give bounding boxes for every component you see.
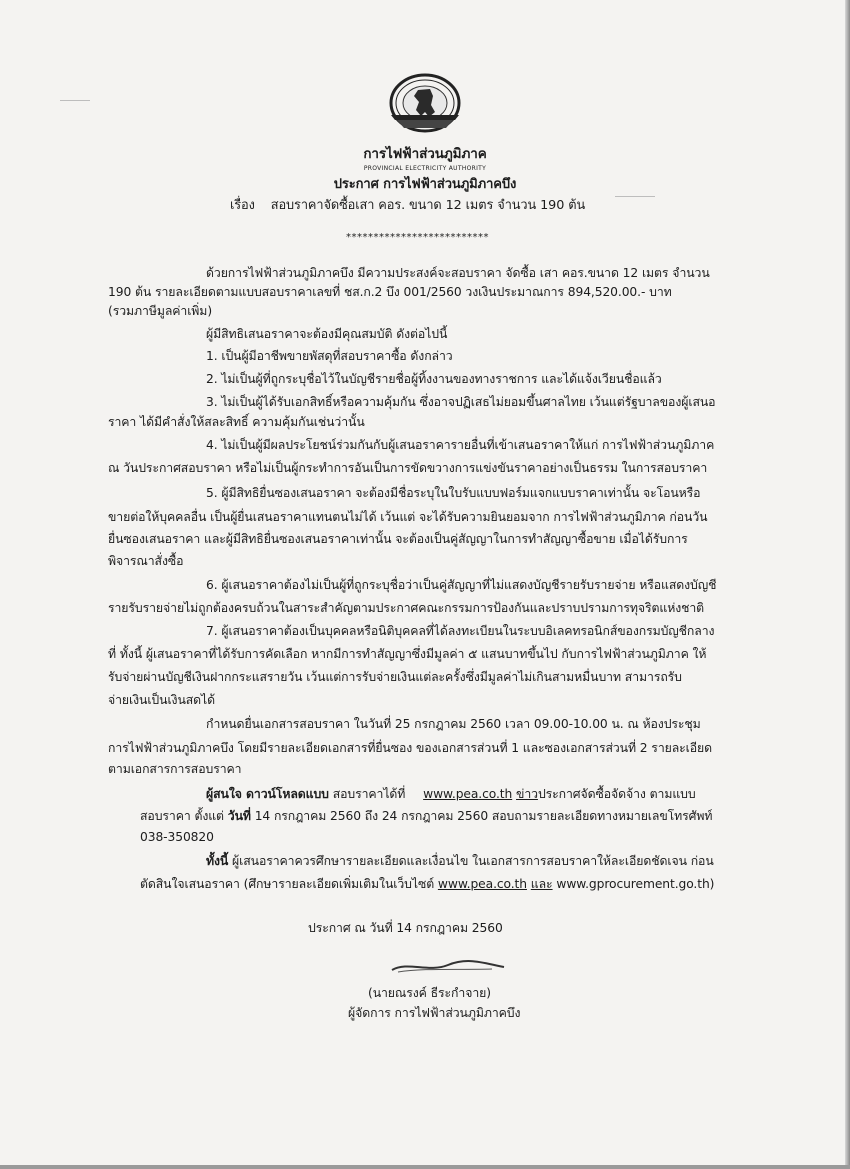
scan-mark xyxy=(60,100,90,101)
qualification-item: 3. ไม่เป็นผู้ได้รับเอกสิทธิ์หรือความคุ้มกัน ซึ่งอาจปฏิเสธไม่ยอมขึ้นศาลไทย เว้นแต่รัฐบาลของผู้เสนอ xyxy=(206,395,716,409)
notice-line xyxy=(206,853,714,869)
notice-line xyxy=(140,876,714,892)
qualification-item: 7. ผู้เสนอราคาต้องเป็นบุคคลหรือนิติบุคคลที่ได้ลงทะเบียนในระบบอิเลคทรอนิกส์ของกรมบัญชีกลาง xyxy=(206,624,715,638)
qualification-item: ขายต่อให้บุคคลอื่น เป็นผู้ยื่นเสนอราคาแทนตนไม่ได้ เว้นแต่ จะได้รับความยินยอมจาก การไฟฟ้าส่วนภูมิภาค ก่อนวัน xyxy=(108,510,708,524)
scan-mark xyxy=(615,196,655,197)
qualification-item: พิจารณาสั่งซื้อ xyxy=(108,554,184,568)
announcement-date: ประกาศ ณ วันที่ 14 กรกฎาคม 2560 xyxy=(308,921,503,935)
qualification-item: จ่ายเงินเป็นเงินสดได้ xyxy=(108,693,216,707)
qualification-item: 2. ไม่เป็นผู้ที่ถูกระบุชื่อไว้ในบัญชีรายชื่อผู้ทิ้งงานของทางราชการ และได้แจ้งเวียนชื่อแล้ว xyxy=(206,372,662,386)
qualification-item: 5. ผู้มีสิทธิยื่นซองเสนอราคา จะต้องมีชื่อระบุในใบรับแบบฟอร์มแจกแบบราคาเท่านั้น จะโอนหรือ xyxy=(206,486,701,500)
download-text: สอบราคาได้ที่ xyxy=(328,787,406,801)
qualification-item: รับจ่ายผ่านบัญชีเงินฝากกระแสรายวัน เว้นแต่การรับจ่ายเงินแต่ละครั้งซึ่งมีมูลค่าไม่เกินสามหมื่นบาท สามารถรับ xyxy=(108,670,682,684)
qualification-item: ที่ ทั้งนี้ ผู้เสนอราคาที่ได้รับการคัดเลือก หากมีการทำสัญญาซึ่งมีมูลค่า ๕ แสนบาทขึ้นไป กับการไฟฟ้าส่วนภูมิภาค ให้ xyxy=(108,647,707,661)
qualification-item: ยื่นซองเสนอราคา และผู้มีสิทธิยื่นซองเสนอราคาเท่านั้น จะต้องเป็นคู่สัญญาในการทำสัญญาซื้อขาย เมื่อได้รับการ xyxy=(108,532,688,546)
download-lead: ผู้สนใจ ดาวน์โหลดแบบ xyxy=(206,787,329,801)
scan-edge-right xyxy=(845,0,850,1169)
subject-line xyxy=(230,198,585,214)
signature-mark xyxy=(388,955,508,979)
contact-phone: 038-350820 xyxy=(140,830,214,844)
pea-website-link[interactable]: www.pea.co.th xyxy=(423,787,513,801)
download-date-label: วันที่ xyxy=(227,809,251,823)
submission-line: ตามเอกสารการสอบราคา xyxy=(108,762,242,776)
news-link[interactable]: ข่าว xyxy=(516,787,538,801)
signatory-position: ผู้จัดการ การไฟฟ้าส่วนภูมิภาคบึง xyxy=(348,1006,521,1020)
notice-text: ตัดสินใจเสนอราคา (ศึกษารายละเอียดเพิ่มเติมในเว็บไซต์ xyxy=(140,877,438,891)
organization-name-en: PROVINCIAL ELECTRICITY AUTHORITY xyxy=(363,165,487,172)
organization-name-th: การไฟฟ้าส่วนภูมิภาค xyxy=(363,146,487,162)
scan-edge-bottom xyxy=(0,1165,850,1169)
qualifications-heading: ผู้มีสิทธิเสนอราคาจะต้องมีคุณสมบัติ ดังต่อไปนี้ xyxy=(206,327,448,341)
qualification-item: 6. ผู้เสนอราคาต้องไม่เป็นผู้ที่ถูกระบุชื่อว่าเป็นคู่สัญญาที่ไม่แสดงบัญชีรายรับรายจ่าย หรือแสดงบัญชี xyxy=(206,578,717,592)
signatory-name: (นายณรงค์ ธีระกำจาย) xyxy=(368,986,491,1000)
download-text: 14 กรกฎาคม 2560 ถึง 24 กรกฎาคม 2560 สอบถามรายละเอียดทางหมายเลขโทรศัพท์ xyxy=(250,809,713,823)
pea-logo-emblem xyxy=(384,72,466,138)
subject-text: สอบราคาจัดซื้อเสา คอร. ขนาด 12 เมตร จำนวน 190 ต้น xyxy=(270,198,586,213)
qualification-item: 4. ไม่เป็นผู้มีผลประโยชน์ร่วมกันกับผู้เสนอราคารายอื่นที่เข้าเสนอราคาให้แก่ การไฟฟ้าส่วนภูมิภาค xyxy=(206,438,715,452)
download-line xyxy=(140,808,712,824)
divider-asterisks: ************************** xyxy=(346,232,489,243)
qualification-item: รายรับรายจ่ายไม่ถูกต้องครบถ้วนในสาระสำคัญตามประกาศคณะกรรมการป้องกันและปราบปรามการทุจริตแห่งชาติ xyxy=(108,601,705,615)
notice-lead: ทั้งนี้ xyxy=(206,854,229,868)
qualification-item: ณ วันประกาศสอบราคา หรือไม่เป็นผู้กระทำการอันเป็นการขัดขวางการแข่งขันราคาอย่างเป็นธรรม ในการสอบราคา xyxy=(108,461,708,475)
submission-line: กำหนดยื่นเอกสารสอบราคา ในวันที่ 25 กรกฎาคม 2560 เวลา 09.00-10.00 น. ณ ห้องประชุม xyxy=(206,717,701,731)
download-text: ประกาศจัดซื้อจัดจ้าง ตามแบบ xyxy=(537,787,696,801)
download-text: สอบราคา ตั้งแต่ xyxy=(140,809,228,823)
gprocurement-website-link[interactable]: www.gprocurement.go.th) xyxy=(556,877,715,891)
notice-and: และ xyxy=(530,877,553,891)
notice-text: ผู้เสนอราคาควรศึกษารายละเอียดและเงื่อนไข ในเอกสารการสอบราคาให้ละเอียดชัดเจน ก่อน xyxy=(228,854,714,868)
qualification-item: ราคา ได้มีคำสั่งให้สละสิทธิ์ ความคุ้มกันเช่นว่านั้น xyxy=(108,415,365,429)
intro-line: 190 ต้น รายละเอียดตามแบบสอบราคาเลขที่ ชส.ก.2 บึง 001/2560 วงเงินประมาณการ 894,520.00.- บาท xyxy=(108,285,672,299)
intro-line: ด้วยการไฟฟ้าส่วนภูมิภาคบึง มีความประสงค์จะสอบราคา จัดซื้อ เสา คอร.ขนาด 12 เมตร จำนวน xyxy=(206,266,710,280)
announcement-title: ประกาศ การไฟฟ้าส่วนภูมิภาคบึง xyxy=(333,177,517,192)
pea-website-link[interactable]: www.pea.co.th xyxy=(437,877,527,891)
subject-label: เรื่อง xyxy=(230,198,255,213)
submission-line: การไฟฟ้าส่วนภูมิภาคบึง โดยมีรายละเอียดเอกสารที่ยื่นซอง ของเอกสารส่วนที่ 1 และซองเอกสารส่วนที่ 2 รายละเอียด xyxy=(108,741,713,755)
qualification-item: 1. เป็นผู้มีอาชีพขายพัสดุที่สอบราคาซื้อ ดังกล่าว xyxy=(206,349,453,363)
download-line xyxy=(206,786,696,802)
intro-line: (รวมภาษีมูลค่าเพิ่ม) xyxy=(108,304,213,318)
